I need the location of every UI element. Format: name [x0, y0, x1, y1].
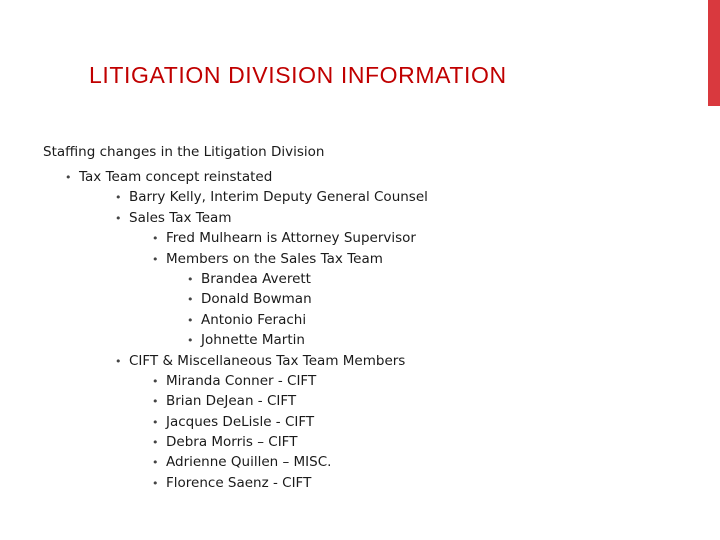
list-item-text: Florence Saenz - CIFT: [166, 474, 312, 491]
list-item: [43, 269, 643, 289]
list-item: [43, 371, 643, 391]
list-item-text: Miranda Conner - CIFT: [166, 372, 317, 389]
bullet-icon: •: [152, 252, 159, 266]
list-item: [43, 167, 643, 187]
list-item: [43, 228, 643, 248]
list-item-text: Members on the Sales Tax Team: [166, 250, 383, 267]
bullet-icon: •: [152, 395, 159, 409]
list-item: [43, 330, 643, 350]
bullet-icon: •: [152, 456, 159, 470]
list-item-text: Tax Team concept reinstated: [79, 169, 273, 185]
slide-body: [43, 142, 643, 493]
bullet-icon: •: [152, 436, 159, 450]
bullet-icon: •: [152, 415, 159, 429]
bullet-icon: •: [115, 191, 122, 205]
list-item-text: Jacques DeLisle - CIFT: [166, 413, 315, 430]
bullet-icon: •: [152, 232, 159, 246]
list-item-text: Sales Tax Team: [129, 209, 232, 226]
bullet-icon: •: [115, 211, 122, 225]
list-item-text: Johnette Martin: [201, 332, 305, 349]
bullet-icon: •: [187, 334, 194, 348]
list-item: [43, 310, 643, 330]
list-item: [43, 432, 643, 452]
list-item: [43, 452, 643, 472]
list-item: [43, 351, 643, 371]
list-item-text: Donald Bowman: [201, 291, 312, 308]
bullet-icon: •: [187, 293, 194, 307]
bullet-icon: •: [152, 476, 159, 490]
list-item: [43, 473, 643, 493]
list-item-text: Brian DeJean - CIFT: [166, 393, 297, 410]
bullet-icon: •: [65, 171, 72, 184]
list-item-text: Debra Morris – CIFT: [166, 434, 298, 451]
list-item-text: CIFT & Miscellaneous Tax Team Members: [129, 352, 406, 369]
bullet-list: [43, 167, 643, 493]
list-item: [43, 391, 643, 411]
list-item-text: Adrienne Quillen – MISC.: [166, 454, 332, 471]
slide-title: LITIGATION DIVISION INFORMATION: [89, 62, 507, 88]
list-item-text: Barry Kelly, Interim Deputy General Counsel: [129, 189, 428, 206]
list-item: [43, 187, 643, 207]
list-item-text: Fred Mulhearn is Attorney Supervisor: [166, 230, 416, 247]
list-item: [43, 412, 643, 432]
intro-text: Staffing changes in the Litigation Division: [43, 144, 325, 160]
bullet-icon: •: [115, 354, 122, 368]
bullet-icon: •: [187, 313, 194, 327]
list-item: [43, 289, 643, 309]
list-item-text: Brandea Averett: [201, 270, 311, 287]
bullet-icon: •: [187, 272, 194, 286]
list-item: [43, 208, 643, 228]
list-item: [43, 249, 643, 269]
bullet-icon: •: [152, 374, 159, 388]
accent-bar: [708, 0, 720, 106]
list-item-text: Antonio Ferachi: [201, 311, 307, 328]
